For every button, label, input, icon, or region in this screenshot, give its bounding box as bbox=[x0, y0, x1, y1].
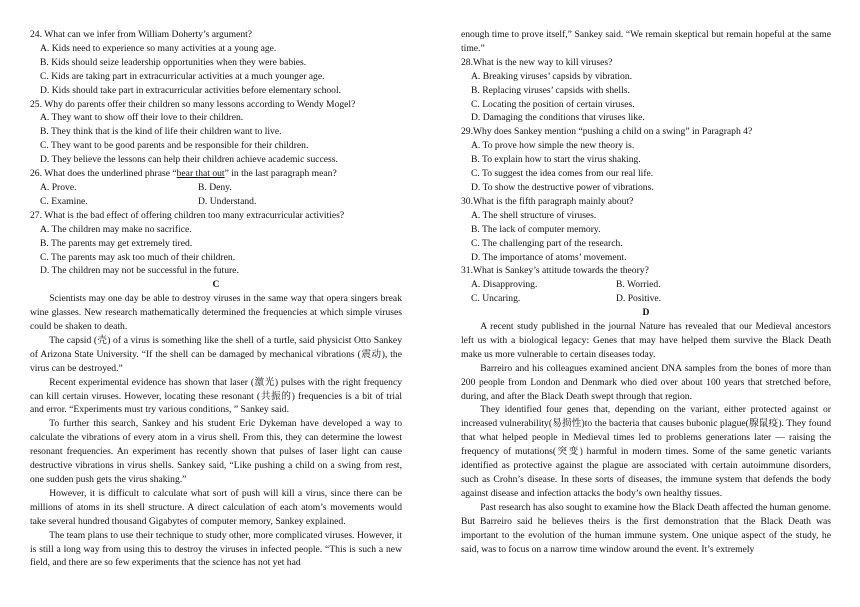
q30-option-c: C. The challenging part of the research. bbox=[471, 237, 623, 249]
q31-options-row-2 bbox=[461, 292, 831, 306]
q26-options-row-1 bbox=[30, 181, 402, 195]
q24-option-c: C. Kids are taking part in extracurricular activities at a much younger age. bbox=[40, 70, 325, 82]
q29-option-d: D. To show the destructive power of vibrations. bbox=[471, 181, 654, 193]
q24-option-d: D. Kids should take part in extracurricular activities before elementary school. bbox=[40, 84, 342, 96]
q31-options-row-1 bbox=[461, 278, 831, 292]
q28-option-c: C. Locating the position of certain viruses. bbox=[471, 98, 635, 110]
left-column bbox=[30, 28, 402, 570]
q26-underlined-phrase: bear that out bbox=[176, 168, 225, 180]
q26-option-a: A. Prove. bbox=[40, 181, 77, 193]
q26-option-c: C. Examine. bbox=[40, 195, 88, 207]
q27-option-b: B. The parents may get extremely tired. bbox=[40, 237, 193, 249]
q24-option-a: A. Kids need to experience so many activities at a young age. bbox=[40, 42, 277, 54]
section-heading-c: C bbox=[212, 279, 220, 291]
q25-option-a: A. They want to show off their love to their children. bbox=[40, 112, 244, 124]
q27-option-a: A. The children may make no sacrifice. bbox=[40, 223, 192, 235]
question-27-stem: 27. What is the bad effect of offering children too many extracurricular activities? bbox=[30, 209, 345, 221]
q31-option-a: A. Disapproving. bbox=[471, 279, 538, 291]
passage-d-paragraph: Barreiro and his colleagues examined ancient DNA samples from the bones of more than 200 people from London and Denmark who died over about 100 years that stretched before, during, and after the Black Death swept through that region. bbox=[461, 362, 831, 402]
q31-option-d: D. Positive. bbox=[616, 293, 662, 305]
question-26-stem bbox=[30, 167, 402, 181]
q26-stem-before: 26. What does the underlined phrase “ bbox=[30, 168, 177, 180]
passage-d-paragraph: Past research has also sought to examine how the Black Death affected the human genome. But Barreiro said he believes theirs is the first demonstration that the Black Death was important to the evolution of the human immune system. One unique aspect of the study, he said, was to focus on a narrow time window around the event. It’s extremely bbox=[461, 501, 831, 555]
q27-option-c: C. The parents may ask too much of their children. bbox=[40, 251, 236, 263]
passage-d-paragraph: They identified four genes that, depending on the variant, either protected against or increased vulnerability(易损性)to the bacteria that causes bubonic plague(腺鼠疫). They found that what helped people in Medieval times led to problems generations later — raising the frequency of mutations(突变) harmful in modern times. Some of the same genetic variants identified as protective against the plague are associated with certain autoimmune disorders, such as Crohn’s disease. In these sorts of diseases, the immune system that defends the body against disease and infection attacks the body’s own healthy tissues. bbox=[461, 404, 831, 499]
q27-option-d: D. The children may not be successful in the future. bbox=[40, 265, 239, 277]
question-28-stem: 28.What is the new way to kill viruses? bbox=[461, 56, 613, 68]
passage-c-paragraph: The capsid (壳) of a virus is something like the shell of a turtle, said physicist Otto Sankey of Arizona State University. “If the shell can be damaged by mechanical vibrations (震动), the virus can be destroyed.” bbox=[30, 334, 402, 374]
passage-c-paragraph: The team plans to use their technique to study other, more complicated viruses. However, it is still a long way from using this to destroy the viruses in infected people. “This is such a new field, and there are so few experiments that the science has not yet had bbox=[30, 529, 402, 569]
q29-option-c: C. To suggest the idea comes from our real life. bbox=[471, 168, 654, 180]
question-25-stem: 25. Why do parents offer their children so many lessons according to Wendy Mogel? bbox=[30, 98, 356, 110]
passage-c-paragraph: However, it is difficult to calculate what sort of push will kill a virus, since there can be millions of atoms in its shell structure. A direct calculation of each atom’s movements would take several hundred thousand Gigabytes of computer memory, Sankey explained. bbox=[30, 487, 402, 527]
q28-option-d: D. Damaging the conditions that viruses like. bbox=[471, 112, 645, 124]
q25-option-b: B. They think that is the kind of life their children want to live. bbox=[40, 126, 282, 138]
q26-stem-after: ” in the last paragraph mean? bbox=[224, 168, 337, 180]
q26-option-b: B. Deny. bbox=[198, 181, 232, 193]
q25-option-d: D. They believe the lessons can help their children achieve academic success. bbox=[40, 154, 338, 166]
q31-option-c: C. Uncaring. bbox=[471, 293, 521, 305]
q30-option-d: D. The importance of atoms’ movement. bbox=[471, 251, 627, 263]
passage-d-paragraph: A recent study published in the journal Nature has revealed that our Medieval ancestors left us with a biological legacy: Genes that may have helped them survive the Black Death make us more vulnerable to certain diseases today. bbox=[461, 321, 831, 360]
q30-option-a: A. The shell structure of viruses. bbox=[471, 209, 597, 221]
q26-option-d: D. Understand. bbox=[198, 195, 257, 207]
question-31-stem: 31.What is Sankey’s attitude towards the theory? bbox=[461, 265, 649, 277]
q28-option-a: A. Breaking viruses’ capsids by vibration. bbox=[471, 70, 633, 82]
passage-c-paragraph: Scientists may one day be able to destroy viruses in the same way that opera singers break wine glasses. New research mathematically determined the frequencies at which simple viruses could be shaken to death. bbox=[30, 293, 402, 333]
q31-option-b: B. Worried. bbox=[616, 279, 661, 291]
q25-option-c: C. They want to be good parents and be responsible for their children. bbox=[40, 140, 309, 152]
q29-option-a: A. To prove how simple the new theory is. bbox=[471, 140, 635, 152]
q30-option-b: B. The lack of computer memory. bbox=[471, 223, 601, 235]
right-column bbox=[461, 28, 831, 556]
passage-c-continuation: enough time to prove itself,” Sankey said. “We remain skeptical but remain hopeful at the same time.” bbox=[461, 29, 831, 54]
section-heading-d: D bbox=[642, 307, 650, 319]
passage-c-paragraph: To further this search, Sankey and his student Eric Dykeman have developed a way to calculate the vibrations of every atom in a virus shell. From this, they can determine the lowest resonant frequencies. An experiment has recently shown that pulses of laser light can cause destructive vibrations in virus shells. Sankey said, “Like pushing a child on a swing from rest, one sudden push gets the virus shaking.” bbox=[30, 418, 402, 485]
q28-option-b: B. Replacing viruses’ capsids with shells. bbox=[471, 84, 630, 96]
question-24-stem: 24. What can we infer from William Doherty’s argument? bbox=[30, 29, 253, 40]
q26-options-row-2 bbox=[30, 195, 402, 209]
q29-option-b: B. To explain how to start the virus shaking. bbox=[471, 154, 641, 166]
question-30-stem: 30.What is the fifth paragraph mainly about? bbox=[461, 195, 634, 207]
question-29-stem: 29.Why does Sankey mention “pushing a child on a swing” in Paragraph 4? bbox=[461, 126, 753, 138]
passage-c-paragraph: Recent experimental evidence has shown that laser (激光) pulses with the right frequency can kill certain viruses. However, locating these resonant (共振的) frequencies is a bit of trial and error. “Experiments must try various conditions, ” Sankey said. bbox=[30, 376, 402, 416]
q24-option-b: B. Kids should seize leadership opportunities when they were babies. bbox=[40, 56, 307, 68]
